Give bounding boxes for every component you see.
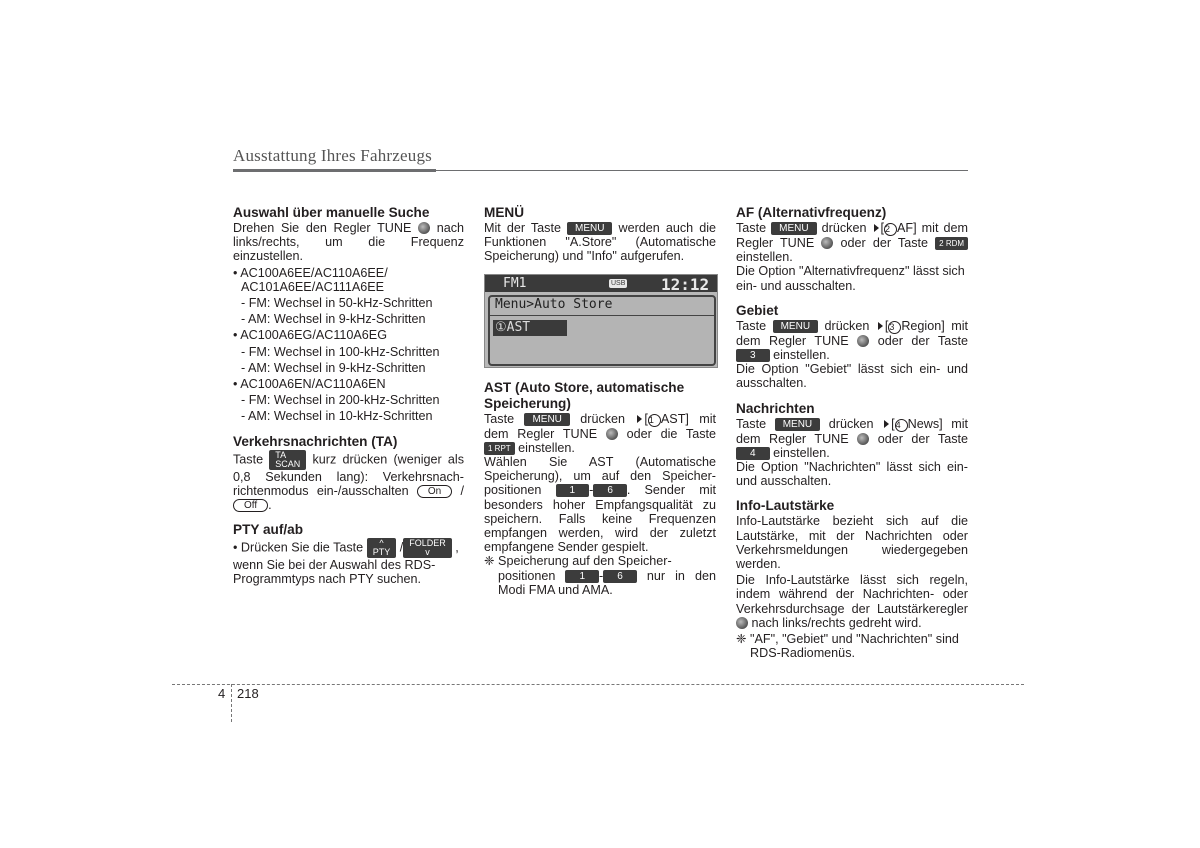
fm-step-3: - FM: Wechsel in 200-kHz-Schritten	[241, 393, 440, 408]
para-info-volume-1: Info-Lautstärke bezieht sich auf die Lautstärke, mit der Nachrichten oder Verkehrsmeldungen wiedergegeben werden.	[736, 514, 968, 572]
menu-button-icon: MENU	[524, 413, 569, 426]
footer-rule	[172, 684, 1024, 685]
bullet-model-1b: AC101A6EE/AC111A6EE	[241, 279, 385, 294]
tune-knob-icon	[821, 237, 833, 249]
circled-number-4: 4	[895, 419, 908, 432]
heading-af: AF (Alternativfrequenz)	[736, 205, 887, 220]
off-badge: Off	[233, 499, 268, 512]
footer-divider	[231, 684, 232, 722]
folder-down-button-icon: FOLDER v	[403, 538, 452, 558]
column-2	[484, 205, 716, 597]
volume-knob-icon	[736, 617, 748, 629]
rdm-button-icon: 2 RDM	[935, 237, 968, 250]
preset-1-key: 1	[565, 570, 599, 583]
preset-4-key: 4	[736, 447, 770, 460]
heading-manual-search: Auswahl über manuelle Suche	[233, 205, 430, 220]
note-rds-2: RDS-Radiomenüs.	[750, 646, 855, 661]
note-ast-1: ❈ Speicherung auf den Speicher-	[484, 554, 672, 569]
bullet-model-2: • AC100A6EG/AC110A6EG	[233, 328, 387, 343]
ta-scan-button-icon: TA SCAN	[269, 450, 306, 470]
para-region: Taste MENU drücken [3 Region] mit dem Regler TUNE oder der Taste 3 einstellen.	[736, 318, 969, 363]
menu-button-icon: MENU	[773, 320, 818, 333]
display-selected-item: ①AST	[493, 320, 567, 336]
display-menu-panel	[488, 295, 716, 366]
menu-button-icon: MENU	[567, 222, 612, 235]
note-ast-2: positionen 1 - 6 nur in den Modi FMA und AMA.	[498, 568, 717, 597]
para-traffic: Taste TA SCAN kurz drücken (weniger als 0,8 Sekunden lang): Verkehrsnach-richtenmodus ein-/ausschalten On /Off .	[233, 449, 465, 513]
circled-number-2: 2	[884, 223, 897, 236]
page-header-title: Ausstattung Ihres Fahrzeugs	[233, 146, 432, 165]
am-step-2: - AM: Wechsel in 9-kHz-Schritten	[241, 360, 426, 375]
column-1	[233, 205, 464, 587]
heading-pty: PTY auf/ab	[233, 522, 303, 538]
chapter-number: 4	[218, 686, 226, 701]
tune-knob-icon	[857, 335, 869, 347]
circled-number-1: 1	[648, 414, 661, 427]
bullet-model-3: • AC100A6EN/AC110A6EN	[233, 377, 386, 392]
am-step-3: - AM: Wechsel in 10-kHz-Schritten	[241, 409, 433, 424]
preset-6-key: 6	[593, 484, 627, 497]
preset-6-key: 6	[603, 570, 637, 583]
menu-button-icon: MENU	[771, 222, 816, 235]
para-af: Taste MENU drücken [2 AF] mit dem Regler TUNE oder der Taste 2 RDM einstellen.	[736, 221, 968, 265]
heading-traffic: Verkehrsnachrichten (TA)	[233, 433, 398, 449]
heading-region: Gebiet	[736, 302, 779, 318]
arrow-right-icon	[637, 415, 642, 423]
display-usb-icon: USB	[611, 280, 626, 287]
arrow-right-icon	[884, 420, 889, 428]
fm-step-2: - FM: Wechsel in 100-kHz-Schritten	[241, 344, 440, 359]
tune-knob-icon	[418, 222, 430, 234]
note-rds-1: ❈ "AF", "Gebiet" und "Nachrichten" sind	[736, 632, 959, 647]
para-news-2: Die Option "Nachrichten" lässt sich ein- und ausschalten.	[736, 460, 968, 489]
pty-up-button-icon: ^ PTY	[367, 538, 397, 558]
tune-knob-icon	[606, 428, 618, 440]
am-step-1: - AM: Wechsel in 9-kHz-Schritten	[241, 312, 426, 327]
fm-step-1: - FM: Wechsel in 50-kHz-Schritten	[241, 296, 433, 311]
para-af-2: Die Option "Alternativfrequenz" lässt sich ein- und ausschalten.	[736, 264, 965, 293]
para-menu: Mit der Taste MENU werden auch die Funktionen "A.Store" (Automatische Speicherung) und "Info" aufgerufen.	[484, 221, 717, 264]
menu-button-icon: MENU	[775, 418, 820, 431]
para-manual-search: Drehen Sie den Regler TUNE nach links/rechts, um die Frequenz einzustellen.	[233, 221, 465, 264]
arrow-right-icon	[874, 224, 879, 232]
header-rule-thin	[436, 170, 968, 171]
para-ast-2: Wählen Sie AST (Automatische Speicherung), um auf den Speicher-positionen 1 - 6 . Sender mit besonders hoher Empfangsqualität zu speichern. Falls keine Frequenzen empfangen werden, wird der zuletzt empfangene Sender gespielt.	[484, 455, 716, 555]
display-divider	[490, 315, 714, 316]
preset-1-key: 1	[556, 484, 590, 497]
header-rule-thick	[233, 169, 436, 172]
tune-knob-icon	[857, 433, 869, 445]
para-info-volume-2: Die Info-Lautstärke lässt sich regeln, indem während der Nachrichten- oder Verkehrsdurchsage der Lautstärkeregler nach links/rechts gedreht wird.	[736, 573, 968, 630]
display-clock: 12:12	[661, 275, 710, 294]
para-ast-1: Taste MENU drücken [1 AST] mit dem Regler TUNE oder die Taste 1 RPT einstellen.	[484, 411, 717, 455]
page-number: 218	[237, 686, 259, 701]
display-band: FM1	[503, 276, 527, 291]
bullet-model-1: • AC100A6EE/AC110A6EE/	[233, 265, 388, 280]
heading-news: Nachrichten	[736, 400, 815, 416]
arrow-right-icon	[878, 322, 883, 330]
heading-info-volume: Info-Lautstärke	[736, 498, 835, 514]
para-region-2: Die Option "Gebiet" lässt sich ein- und ausschalten.	[736, 362, 968, 391]
para-news: Taste MENU drücken [4 News] mit dem Regler TUNE oder der Taste 4 einstellen.	[736, 416, 969, 460]
para-pty: • Drücken Sie die Taste ^ PTY / FOLDER v , wenn Sie bei der Auswahl des RDS-Programmtyps nach PTY suchen.	[233, 538, 459, 587]
column-3	[736, 205, 968, 660]
circled-number-3: 3	[888, 321, 901, 334]
heading-menu: MENÜ	[484, 205, 525, 220]
preset-3-key: 3	[736, 349, 770, 362]
radio-display-image	[484, 274, 718, 368]
on-badge: On	[417, 485, 452, 498]
display-menu-path: Menu>Auto Store	[495, 297, 613, 312]
heading-ast: AST (Auto Store, automatische Speicherung)	[484, 379, 685, 411]
rpt-button-icon: 1 RPT	[484, 442, 515, 455]
